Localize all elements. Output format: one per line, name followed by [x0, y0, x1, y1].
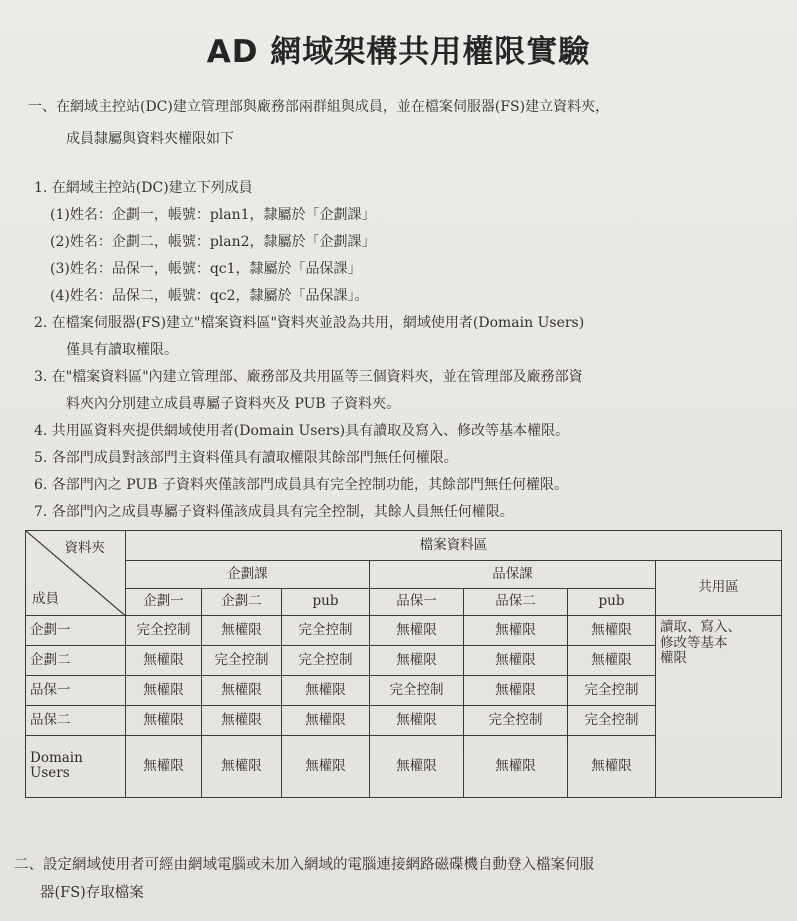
table-cell: 無權限 — [370, 616, 464, 646]
table-cell: 無權限 — [568, 616, 656, 646]
table-cell: 無權限 — [568, 735, 656, 797]
item-2-line2: 僅具有讀取權限。 — [66, 342, 178, 358]
item-2-line1: 2. 在檔案伺服器(FS)建立"檔案資料區"資料夾並設為共用，網域使用者(Domain Users) — [34, 315, 585, 331]
section2-line2: 器(FS)存取檔案 — [40, 884, 144, 901]
shared-area-permission — [656, 616, 782, 798]
table-cell: 完全控制 — [568, 706, 656, 736]
header-group-qc: 品保課 — [370, 560, 656, 588]
header-group-planning: 企劃課 — [126, 560, 370, 588]
header-sub-plan2: 企劃二 — [202, 588, 282, 616]
row-label-domain: Domain — [30, 749, 83, 766]
table-cell: 無權限 — [464, 735, 568, 797]
member-1: (1)姓名：企劃一，帳號：plan1，隸屬於「企劃課」 — [50, 207, 376, 223]
table-corner-cell — [26, 531, 126, 616]
table-cell: 無權限 — [126, 706, 202, 736]
item-5: 5. 各部門成員對該部門主資料僅具有讀取權限其餘部門無任何權限。 — [34, 450, 458, 466]
corner-label-member: 成員 — [32, 590, 59, 607]
table-cell: 無權限 — [202, 676, 282, 706]
table-cell: 無權限 — [202, 616, 282, 646]
item-6: 6. 各部門內之 PUB 子資料夾僅該部門成員具有完全控制功能，其餘部門無任何權限。 — [34, 477, 568, 493]
table-cell: 完全控制 — [202, 646, 282, 676]
table-cell: 無權限 — [370, 735, 464, 797]
table-cell: 無權限 — [464, 616, 568, 646]
header-sub-qc2: 品保二 — [464, 588, 568, 616]
table-cell: 完全控制 — [126, 616, 202, 646]
row-label-qc2: 品保二 — [26, 706, 126, 736]
table-cell: 無權限 — [370, 646, 464, 676]
table-cell: 無權限 — [568, 646, 656, 676]
table-cell: 無權限 — [202, 706, 282, 736]
header-shared-area: 共用區 — [656, 560, 782, 616]
table-cell: 無權限 — [126, 676, 202, 706]
table-cell: 完全控制 — [370, 676, 464, 706]
member-4: (4)姓名：品保二，帳號：qc2，隸屬於「品保課」。 — [50, 288, 369, 304]
shared-perm-line2: 修改等基本 — [660, 634, 728, 651]
table-cell: 無權限 — [282, 735, 370, 797]
corner-label-folder: 資料夾 — [64, 540, 105, 556]
header-sub-plan1: 企劃一 — [126, 588, 202, 616]
member-3: (3)姓名：品保一，帳號：qc1，隸屬於「品保課」 — [50, 261, 362, 277]
table-cell: 無權限 — [464, 676, 568, 706]
table-cell: 完全控制 — [282, 616, 370, 646]
row-label-plan1: 企劃一 — [26, 616, 126, 646]
table-cell: 完全控制 — [568, 676, 656, 706]
section1-line1: 一、在網域主控站(DC)建立管理部與廠務部兩群組與成員，並在檔案伺服器(FS)建立資料夾， — [28, 99, 610, 115]
table-cell: 完全控制 — [282, 646, 370, 676]
item-3-line1: 3. 在"檔案資料區"內建立管理部、廠務部及共用區等三個資料夾，並在管理部及廠務部資 — [34, 369, 583, 385]
table-cell: 完全控制 — [464, 706, 568, 736]
table-cell: 無權限 — [126, 735, 202, 797]
section2-line1: 二、設定網域使用者可經由網域電腦或未加入網域的電腦連接網路磁碟機自動登入檔案伺服 — [14, 857, 594, 873]
header-sub-qc1: 品保一 — [370, 588, 464, 616]
shared-perm-line1: 讀取、寫入、 — [660, 619, 741, 636]
item-3-line2: 料夾內分別建立成員專屬子資料夾及 PUB 子資料夾。 — [66, 396, 401, 412]
header-root-folder: 檔案資料區 — [126, 531, 782, 561]
shared-perm-line3: 權限 — [660, 650, 687, 667]
table-cell: 無權限 — [370, 706, 464, 736]
page-title: AD 網域架構共用權限實驗 — [206, 34, 591, 70]
item-7: 7. 各部門內之成員專屬子資料僅該成員具有完全控制，其餘人員無任何權限。 — [34, 504, 514, 520]
table-cell: 無權限 — [126, 646, 202, 676]
row-label-users: Users — [30, 765, 70, 782]
table-cell: 無權限 — [464, 646, 568, 676]
item-4: 4. 共用區資料夾提供網域使用者(Domain Users)具有讀取及寫入、修改等基本權限。 — [34, 423, 570, 439]
table-row — [26, 616, 782, 646]
member-2: (2)姓名：企劃二，帳號：plan2，隸屬於「企劃課」 — [50, 234, 376, 250]
table-cell: 無權限 — [282, 676, 370, 706]
header-sub-pub-qc: pub — [568, 588, 656, 616]
permission-table — [25, 530, 782, 798]
row-label-qc1: 品保一 — [26, 676, 126, 706]
table-cell: 無權限 — [202, 735, 282, 797]
table-cell: 無權限 — [282, 706, 370, 736]
row-label-plan2: 企劃二 — [26, 646, 126, 676]
section1-line2: 成員隸屬與資料夾權限如下 — [66, 131, 234, 147]
row-label-domain-users — [26, 735, 126, 797]
header-sub-pub-planning: pub — [282, 588, 370, 616]
section2 — [14, 852, 594, 907]
item-1: 1. 在網域主控站(DC)建立下列成員 — [34, 180, 253, 196]
